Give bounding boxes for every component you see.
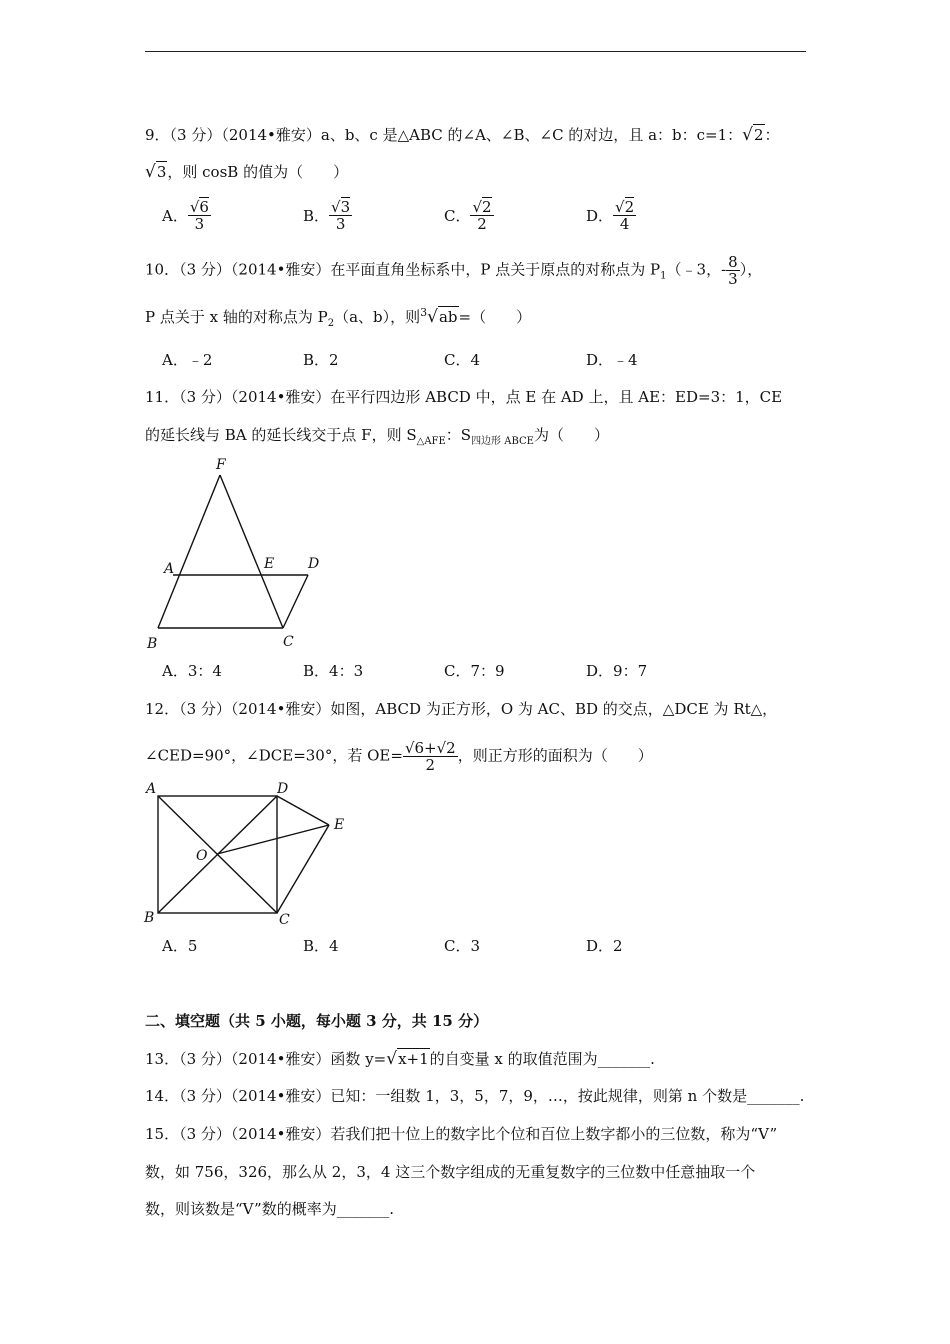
q12-option-b[interactable]: B．4 <box>303 937 339 955</box>
label-a: A <box>164 561 175 577</box>
q9-line2 <box>145 161 348 182</box>
q11-option-b[interactable]: B．4：3 <box>303 662 364 680</box>
line-dc <box>283 575 308 628</box>
q13-line: 13．（3 分）（2014•雅安）函数 y=√x+1的自变量 x 的取值范围为_______. <box>145 1049 655 1069</box>
q15-line3: 数，则该数是“V”数的概率为_______. <box>145 1200 394 1218</box>
label-c: C <box>279 912 290 928</box>
q11-figure <box>140 452 340 652</box>
line-fc <box>220 475 283 628</box>
label-d: D <box>308 556 320 572</box>
q9-text-b: ： <box>764 126 780 144</box>
q12-line2: ∠CED=90°，∠DCE=30°，若 OE= $\frac{√6+√2}{2}$ ，则正方形的面积为（ ） <box>145 739 653 774</box>
line-ce <box>277 825 329 913</box>
label-e: E <box>264 556 275 572</box>
label-f: F <box>216 457 226 473</box>
label-b: B <box>144 910 155 926</box>
q11-option-d[interactable]: D．9：7 <box>586 662 648 680</box>
q12-option-c[interactable]: C．3 <box>444 937 481 955</box>
label-c: C <box>283 634 294 650</box>
line-de <box>277 796 329 825</box>
q10-option-a[interactable]: A．﹣2 <box>162 351 213 369</box>
label-e: E <box>334 817 345 833</box>
q15-line1: 15．（3 分）（2014•雅安）若我们把十位上的数字比个位和百位上数字都小的三位数，称为“V” <box>145 1125 778 1143</box>
q11-option-c[interactable]: C．7：9 <box>444 662 505 680</box>
q10-cuberoot: √ab <box>427 307 458 327</box>
header-rule <box>145 51 806 52</box>
q12-fraction: $\frac{√6+√2}{2}$ <box>404 739 456 774</box>
label-b: B <box>147 636 158 652</box>
line-fb <box>158 475 220 628</box>
q9-sqrt3: √3 <box>145 162 167 182</box>
q10-option-c[interactable]: C．4 <box>444 351 481 369</box>
q12-figure <box>140 776 360 931</box>
q11-option-a[interactable]: A．3：4 <box>162 662 222 680</box>
q10-line1: 10．（3 分）（2014•雅安）在平面直角坐标系中，P 点关于原点的对称点为 $P_1(﹣3$，- $\frac{8}{3}$ ）， <box>145 253 763 288</box>
q12-option-d[interactable]: D．2 <box>586 937 623 955</box>
label-o: O <box>196 848 208 864</box>
q9-option-d[interactable]: D． $\frac{√2}{4}$ <box>586 198 635 233</box>
q12-option-a[interactable]: A．5 <box>162 937 198 955</box>
q9-text-c: ，则 cosB 的值为（ ） <box>167 163 349 181</box>
q9-option-a[interactable]: A． $\frac{√6}{3}$ <box>162 198 209 233</box>
q9-line1 <box>145 124 780 145</box>
q11-line1: 11．（3 分）（2014•雅安）在平行四边形 ABCD 中，点 E 在 AD 上，且 AE：ED=3：1，CE <box>145 388 783 406</box>
label-d: D <box>277 781 289 797</box>
q14-line: 14．（3 分）（2014•雅安）已知：一组数 1，3，5，7，9，…，按此规律，则第 n 个数是_______. <box>145 1087 805 1105</box>
q9-option-b[interactable]: B． $\frac{√3}{3}$ <box>303 198 351 233</box>
q12-line1: 12．（3 分）（2014•雅安）如图，ABCD 为正方形，O 为 AC、BD 的交点，△DCE 为 Rt△， <box>145 700 778 718</box>
q10-option-d[interactable]: D．﹣4 <box>586 351 638 369</box>
q10-fraction: $\frac{8}{3}$ <box>728 253 738 288</box>
q9-option-c[interactable]: C． $\frac{√2}{2}$ <box>444 198 492 233</box>
q13-sqrt: √x+1 <box>386 1049 429 1069</box>
q10-line2: P 点关于 x 轴的对称点为 $P_2(a$、b），则$^3$√ab=（ ） <box>145 306 532 329</box>
section2-heading: 二、填空题（共 5 小题，每小题 3 分，共 15 分） <box>145 1012 489 1030</box>
q15-line2: 数，如 756，326，那么从 2，3，4 这三个数字组成的无重复数字的三位数中任意抽取一个 <box>145 1163 756 1181</box>
q10-option-b[interactable]: B．2 <box>303 351 339 369</box>
line-oe <box>217 825 329 854</box>
q9-sqrt2: √2 <box>742 125 764 145</box>
q11-line2: 的延长线与 BA 的延长线交于点 F，则 $S_{\triangle AFE}$：$S_{四边形 ABCE}$为（ ） <box>145 426 609 447</box>
label-a: A <box>146 781 157 797</box>
q9-text-a: 9．（3 分）（2014•雅安）a、b、c 是△ABC 的∠A、∠B、∠C 的对边，且 a：b：c=1： <box>145 126 743 144</box>
